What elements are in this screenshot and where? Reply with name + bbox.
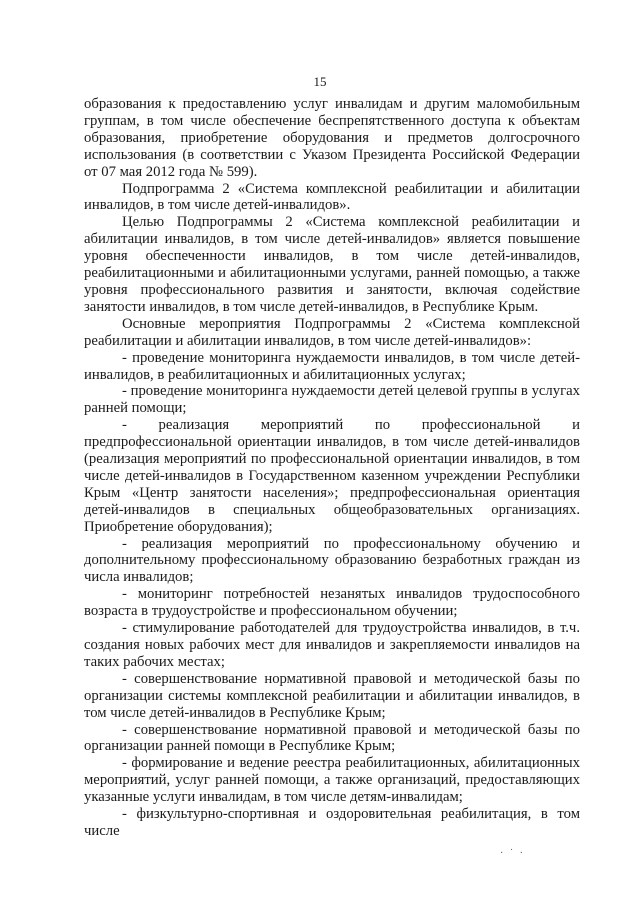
paragraph-subprogram-goal: Целью Подпрограммы 2 «Система комплексной реабилитации и абилитации инвалидов, в том числе детей-инвалидов» является повышение уровня обеспеченности инвалидов, в том числе детей-инвалидов, реабилитационными и абилитационными услугами, ранней помощью, а также уровня профессионального развития и занятости, включая содействие занятости инвалидов, в том числе детей-инвалидов, в Республике Крым. [84, 214, 580, 315]
list-item-professional-training: - реализация мероприятий по профессиональному обучению и дополнительному профессиональному образованию безработных граждан из числа инвалидов; [84, 535, 580, 586]
list-item-regulatory-early-help: - совершенствование нормативной правовой и методической базы по организации ранней помощи в Республике Крым; [84, 721, 580, 755]
list-item-employer-incentives: - стимулирование работодателей для трудоустройства инвалидов, в т.ч. создания новых рабочих мест для инвалидов и закрепляемости инвалидов на таких рабочих местах; [84, 620, 580, 670]
list-item-regulatory-rehab: - совершенствование нормативной правовой и методической базы по организации системы комплексной реабилитации и абилитации инвалидов, в том числе детей-инвалидов в Республике Крым; [84, 670, 580, 721]
scan-noise-marks: · ˙ · [500, 848, 525, 859]
list-item-sports-rehab: - физкультурно-спортивная и оздоровительная реабилитация, в том числе [84, 806, 580, 839]
paragraph-subprogram-title: Подпрограмма 2 «Система комплексной реабилитации и абилитации инвалидов, в том числе детей-инвалидов». [84, 180, 580, 214]
paragraph-continuation: образования к предоставлению услуг инвалидам и другим маломобильным группам, в том числе обеспечение беспрепятственного доступа к объектам образования, приобретение оборудования и предметов долгосрочного использования (в соответствии с Указом Президента Российской Федерации от 07 мая 2012 года № 599). [84, 96, 580, 180]
document-body [84, 96, 580, 840]
list-item-monitoring-disabled: - проведение мониторинга нуждаемости инвалидов, в том числе детей-инвалидов, в реабилитационных и абилитационных услугах; [84, 349, 580, 383]
list-item-monitoring-children: - проведение мониторинга нуждаемости детей целевой группы в услугах ранней помощи; [84, 383, 580, 417]
page-number: 15 [313, 74, 327, 89]
list-item-employment-needs: - мониторинг потребностей незанятых инвалидов трудоспособного возраста в трудоустройстве и профессиональном обучении; [84, 586, 580, 620]
paragraph-main-activities-intro: Основные мероприятия Подпрограммы 2 «Система комплексной реабилитации и абилитации инвалидов, в том числе детей-инвалидов»: [84, 315, 580, 349]
list-item-professional-orientation: - реализация мероприятий по профессиональной и предпрофессиональной ориентации инвалидов, в том числе детей-инвалидов (реализация мероприятий по профессиональной ориентации инвалидов, в том числе детей-инвалидов в Государственном казенном учреждении Республики Крым «Центр занятости населения»; предпрофессиональная ориентация детей-инвалидов в специальных общеобразовательных организациях. Приобретение оборудования); [84, 417, 580, 535]
list-item-registry: - формирование и ведение реестра реабилитационных, абилитационных мероприятий, услуг ранней помощи, а также организаций, предоставляющих указанные услуги инвалидам, в том числе детям-инвалидам; [84, 755, 580, 806]
